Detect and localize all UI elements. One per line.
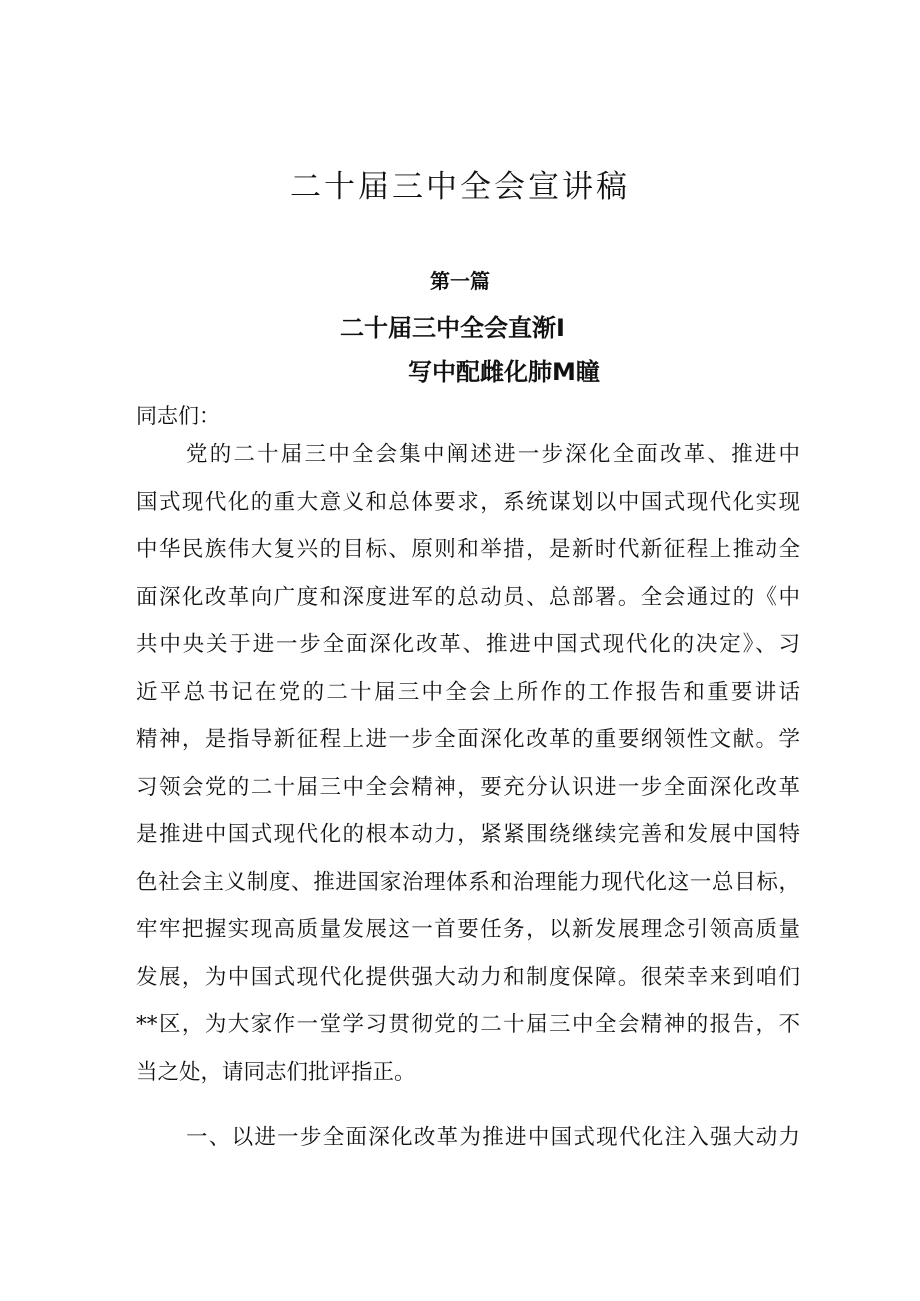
- subtitle-line-1: 二十届三中全会直渐I: [340, 314, 565, 342]
- document-title: 二十届三中全会宣讲稿: [290, 168, 630, 205]
- subtitle-line-2: 写中配雌化肺M瞳: [408, 358, 600, 386]
- paragraph-line: 中华民族伟大复兴的目标、原则和举措，是新时代新征程上推动全: [136, 537, 800, 562]
- paragraph-line: **区，为大家作一堂学习贯彻党的二十届三中全会精神的报告，不: [136, 1012, 800, 1037]
- section-label: 第一篇: [430, 269, 490, 293]
- paragraph-line: 近平总书记在党的二十届三中全会上所作的工作报告和重要讲话: [136, 679, 800, 705]
- paragraph-line: 发展，为中国式现代化提供强大动力和制度保障。很荣幸来到咱们: [136, 964, 800, 990]
- paragraph-line: 共中央关于进一步全面深化改革、推进中国式现代化的决定》、习: [136, 632, 800, 657]
- paragraph-line: 精神，是指导新征程上进一步全面深化改革的重要纲领性文献。学: [136, 727, 800, 752]
- paragraph-line: 面深化改革向广度和深度进军的总动员、总部署。全会通过的《中: [136, 584, 800, 610]
- paragraph-line: 是推进中国式现代化的根本动力，紧紧围绕继续完善和发展中国特: [136, 822, 800, 847]
- section-heading-1: 一、以进一步全面深化改革为推进中国式现代化注入强大动力: [186, 1125, 800, 1150]
- paragraph-line: 国式现代化的重大意义和总体要求，系统谋划以中国式现代化实现: [136, 489, 800, 515]
- paragraph-line: 牢牢把握实现高质量发展这一首要任务，以新发展理念引领高质量: [136, 917, 800, 942]
- salutation: 同志们：: [136, 404, 220, 428]
- paragraph-line: 当之处，请同志们批评指正。: [136, 1059, 416, 1085]
- paragraph-line: 党的二十届三中全会集中阐述进一步深化全面改革、推进中: [186, 442, 800, 467]
- paragraph-line: 色社会主义制度、推进国家治理体系和治理能力现代化这一总目标，: [136, 869, 800, 895]
- paragraph-line: 习领会党的二十届三中全会精神，要充分认识进一步全面深化改革: [136, 774, 800, 800]
